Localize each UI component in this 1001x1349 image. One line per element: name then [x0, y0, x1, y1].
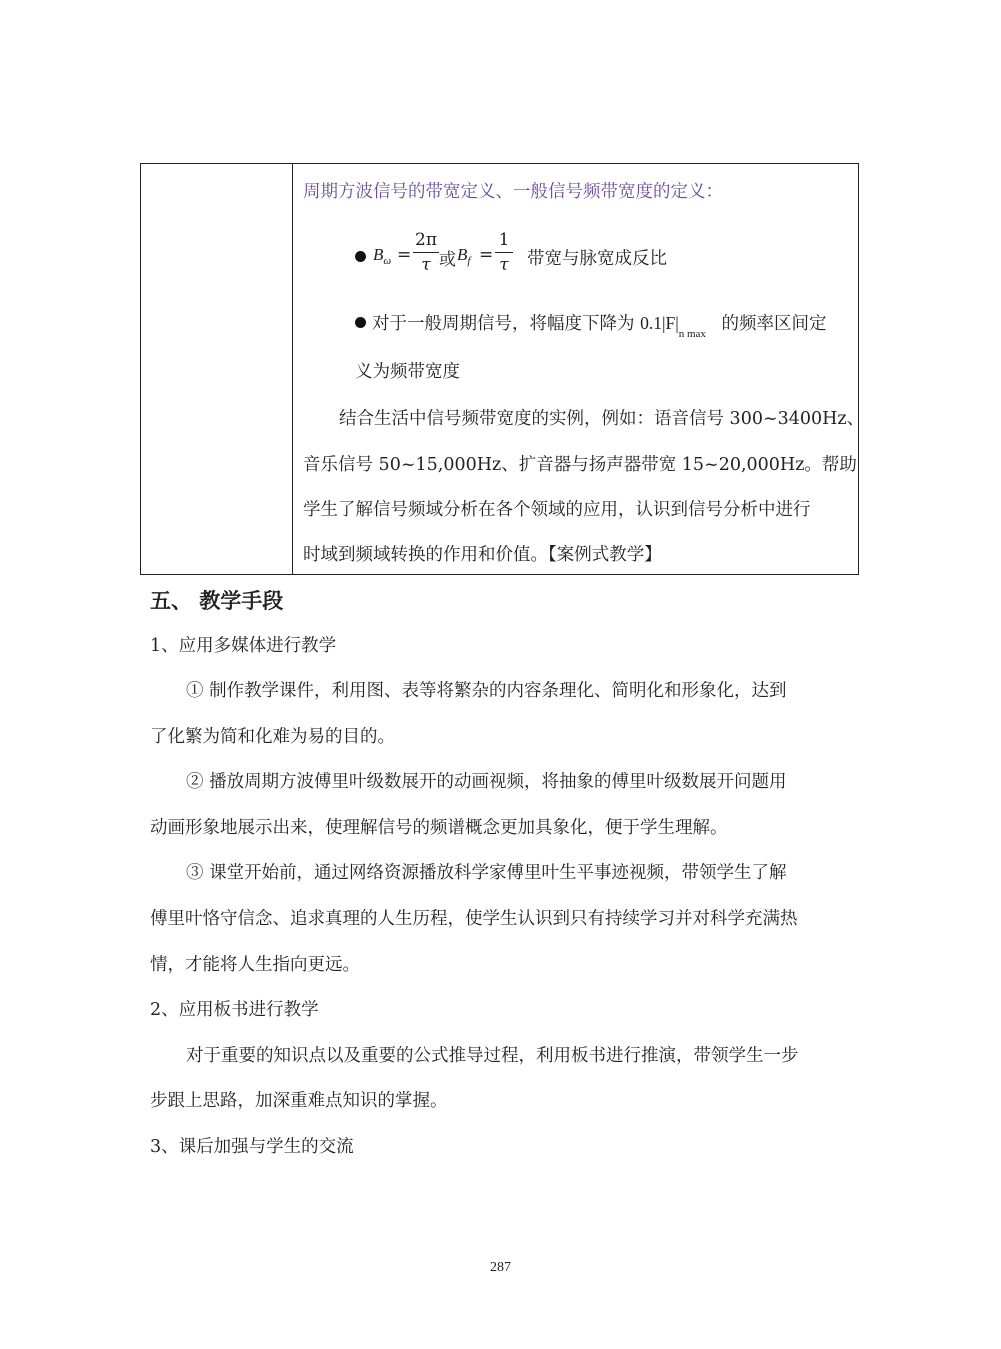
formula-note: 带宽与脉宽成反比	[527, 249, 667, 269]
bullet-bandwidth-general: 对于一般周期信号，将幅度下降为 $0.1|F|_{n max}$ 的频率区间定	[355, 310, 826, 335]
formula-b-f: B	[457, 245, 468, 264]
table-content-cell	[303, 164, 865, 574]
formula-or: 或	[439, 250, 456, 270]
content-table	[140, 163, 865, 575]
item-1-point-3-cont-2: 情，才能将人生指向更远。	[150, 955, 360, 975]
item-1-point-3-cont-1: 傅里叶恪守信念、追求真理的人生历程，使学生认识到只有持续学习并对科学充满热	[150, 909, 798, 929]
formula-b-omega: B	[373, 245, 384, 264]
formula-eq-1: =	[397, 245, 412, 265]
item-2-para: 对于重要的知识点以及重要的公式推导过程，利用板书进行推演，带领学生一步	[186, 1046, 799, 1066]
item-3-title: 3、课后加强与学生的交流	[150, 1137, 354, 1157]
bullet-bandwidth-line2: 义为频带宽度	[355, 362, 460, 382]
bullet-icon	[355, 251, 366, 262]
formula-num-2: 1	[495, 230, 513, 253]
page-number: 287	[490, 1260, 511, 1275]
table-para-line-2: 音乐信号 50~15,000Hz、扩音器与扬声器带宽 15~20,000Hz。帮助	[303, 455, 857, 475]
item-2-para-cont: 步跟上思路，加深重难点知识的掌握。	[150, 1091, 448, 1111]
table-para-line-3: 学生了解信号频域分析在各个领域的应用，认识到信号分析中进行	[303, 500, 811, 520]
table-column-divider	[292, 164, 293, 574]
formula-num-1: 2π	[413, 230, 439, 253]
formula-omega-sub: ω	[383, 255, 392, 267]
formula-eq-2: =	[479, 245, 494, 265]
item-1-point-1: ① 制作教学课件，利用图、表等将繁杂的内容条理化、简明化和形象化，达到	[186, 681, 787, 701]
bullet-icon	[355, 317, 366, 328]
f-max-sub: n max	[678, 328, 706, 340]
section-title: 五、 教学手段	[150, 589, 284, 613]
item-1-title: 1、应用多媒体进行教学	[150, 636, 337, 656]
item-1-point-2-cont: 动画形象地展示出来，使理解信号的频谱概念更加具象化，便于学生理解。	[150, 818, 728, 838]
formula-f-sub: f	[467, 255, 471, 267]
item-1-point-3: ③ 课堂开始前，通过网络资源播放科学家傅里叶生平事迹视频，带领学生了解	[186, 863, 787, 883]
table-heading-line: 周期方波信号的带宽定义、一般信号频带宽度的定义：	[303, 182, 723, 202]
item-2-title: 2、应用板书进行教学	[150, 1000, 319, 1020]
table-para-line-4: 时域到频域转换的作用和价值。【案例式教学】	[303, 545, 662, 565]
formula-fraction-2	[495, 230, 513, 275]
f-max-value: 0.1|F|	[640, 313, 679, 333]
formula-den-1: τ	[421, 255, 431, 275]
table-para-line-1: 结合生活中信号频带宽度的实例，例如：语音信号 300~3400Hz、	[339, 409, 865, 429]
formula-fraction-1	[413, 230, 439, 275]
item-1-point-2: ② 播放周期方波傅里叶级数展开的动画视频，将抽象的傅里叶级数展开问题用	[186, 772, 787, 792]
item-1-point-1-cont: 了化繁为简和化难为易的目的。	[150, 727, 395, 747]
formula-den-2: τ	[499, 255, 509, 275]
